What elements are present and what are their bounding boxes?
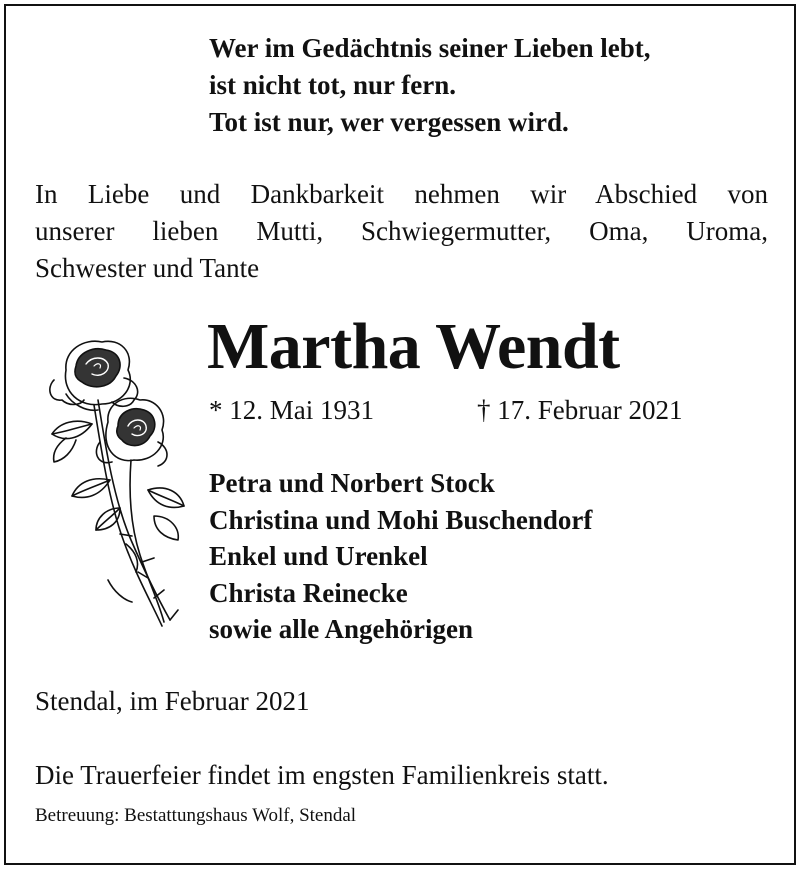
poem-line: Wer im Gedächtnis seiner Lieben lebt, (209, 33, 651, 63)
mourner-item: Enkel und Urenkel (209, 541, 428, 571)
intro-line: unserer lieben Mutti, Schwiegermutter, Oma, Uroma, (35, 216, 768, 246)
ceremony-note: Die Trauerfeier findet im engsten Familienkreis statt. (35, 760, 609, 790)
intro-text (35, 176, 768, 287)
death-date: † 17. Februar 2021 (477, 395, 683, 425)
mourner-item: Christina und Mohi Buschendorf (209, 504, 593, 535)
deceased-name: Martha Wendt (207, 310, 620, 383)
mourner-item: Petra und Norbert Stock (209, 468, 495, 498)
birth-date: * 12. Mai 1931 (209, 395, 374, 425)
intro-line: In Liebe und Dankbarkeit nehmen wir Abschied von (35, 179, 768, 209)
mourner-item: Christa Reinecke (209, 577, 408, 608)
mourners-list (209, 465, 592, 648)
memorial-poem (209, 30, 651, 141)
rose-icon (36, 330, 186, 635)
poem-line: ist nicht tot, nur fern. (209, 70, 456, 100)
mourner-item: sowie alle Angehörigen (209, 614, 473, 644)
intro-line: Schwester und Tante (35, 253, 260, 283)
place-date: Stendal, im Februar 2021 (35, 686, 310, 716)
funeral-home-credit: Betreuung: Bestattungshaus Wolf, Stendal (35, 805, 357, 826)
poem-line: Tot ist nur, wer vergessen wird. (209, 107, 569, 137)
